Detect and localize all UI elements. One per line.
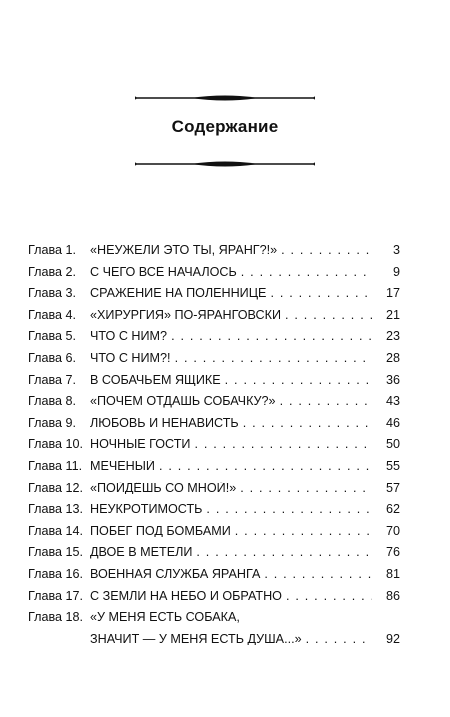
chapter-title: В СОБАЧЬЕМ ЯЩИКЕ <box>90 373 221 387</box>
toc-entry[interactable] <box>28 244 400 266</box>
dot-leader <box>281 244 372 257</box>
chapter-title: НОЧНЫЕ ГОСТИ <box>90 438 191 451</box>
chapter-number: Глава 15. <box>28 545 84 560</box>
chapter-title: «ХИРУРГИЯ» ПО-ЯРАНГОВСКИ <box>90 308 282 322</box>
page-number: 43 <box>385 395 400 408</box>
chapter-number: Глава 4. <box>28 307 77 322</box>
page-number: 86 <box>385 589 400 603</box>
toc-entry[interactable] <box>28 266 400 288</box>
chapter-title: ЗНАЧИТ — У МЕНЯ ЕСТЬ ДУША...» <box>90 632 302 646</box>
chapter-number: Глава 18. <box>28 610 84 625</box>
chapter-title: «НЕУЖЕЛИ ЭТО ТЫ, ЯРАНГ?!» <box>90 244 278 257</box>
chapter-number: Глава 7. <box>28 372 77 387</box>
page-number: 3 <box>392 244 400 257</box>
chapter-number: Глава 17. <box>28 588 84 603</box>
dot-leader <box>159 460 372 473</box>
dot-leader <box>171 330 372 343</box>
chapter-number: Глава 1. <box>28 243 77 257</box>
page-number: 9 <box>392 265 400 279</box>
chapter-number: Глава 10. <box>28 437 84 452</box>
chapter-number: Глава 12. <box>28 480 84 495</box>
page-number: 28 <box>385 351 400 365</box>
chapter-title: «ПОЧЁМ ОТДАШЬ СОБАЧКУ?» <box>90 395 276 408</box>
toc-entry[interactable] <box>28 503 400 525</box>
chapter-title: ЧТО С НИМ?! <box>90 351 171 365</box>
top-ornament-divider <box>135 92 315 104</box>
chapter-title: «У МЕНЯ ЕСТЬ СОБАКА, <box>90 611 240 624</box>
table-of-contents <box>28 244 400 654</box>
toc-entry[interactable] <box>28 287 400 309</box>
chapter-title: ВОЕННАЯ СЛУЖБА ЯРАНГА <box>90 567 261 581</box>
dot-leader <box>286 590 372 603</box>
chapter-number: Глава 8. <box>28 394 77 409</box>
chapter-title: МЕЧЕНЫЙ <box>90 459 155 473</box>
page-number: 36 <box>385 373 400 387</box>
page-number: 17 <box>385 287 400 300</box>
chapter-number: Глава 6. <box>28 350 77 365</box>
dot-leader <box>243 417 372 430</box>
toc-entry[interactable] <box>28 330 400 352</box>
chapter-number: Глава 3. <box>28 286 77 301</box>
page-title: Содержание <box>171 117 279 136</box>
chapter-number: Глава 2. <box>28 264 77 279</box>
dot-leader <box>240 482 372 495</box>
dot-leader <box>206 503 372 516</box>
page-number: 70 <box>385 524 400 538</box>
chapter-title: С ЧЕГО ВСЁ НАЧАЛОСЬ <box>90 265 237 279</box>
page-number: 21 <box>385 308 400 322</box>
toc-entry-continuation[interactable] <box>28 633 400 655</box>
toc-entry[interactable] <box>28 417 400 439</box>
toc-entry[interactable] <box>28 352 400 374</box>
page-number: 76 <box>385 546 400 559</box>
chapter-number: Глава 14. <box>28 523 84 538</box>
dot-leader <box>306 633 372 646</box>
dot-leader <box>285 309 372 322</box>
chapter-number: Глава 5. <box>28 329 77 344</box>
chapter-number: Глава 11. <box>28 458 83 473</box>
dot-leader <box>175 352 372 365</box>
page-number: 55 <box>385 459 400 473</box>
dot-leader <box>196 546 372 559</box>
chapter-title: ЧТО С НИМ? <box>90 330 168 343</box>
dot-leader <box>264 568 372 581</box>
dot-leader <box>241 266 372 279</box>
dot-leader <box>270 287 372 300</box>
toc-entry[interactable] <box>28 438 400 460</box>
chapter-title: ПОБЕГ ПОД БОМБАМИ <box>90 524 231 538</box>
page-number: 81 <box>385 567 400 581</box>
toc-entry[interactable] <box>28 395 400 417</box>
page-number: 62 <box>385 503 400 516</box>
chapter-number: Глава 9. <box>28 415 77 430</box>
chapter-title: ЛЮБОВЬ И НЕНАВИСТЬ <box>90 416 239 430</box>
page-number: 57 <box>385 481 400 495</box>
dot-leader <box>235 525 372 538</box>
toc-entry[interactable] <box>28 611 400 633</box>
toc-entry[interactable] <box>28 568 400 590</box>
page-number: 46 <box>385 416 400 430</box>
page-number: 92 <box>385 632 400 646</box>
chapter-number: Глава 13. <box>28 502 84 517</box>
toc-entry[interactable] <box>28 460 400 482</box>
chapter-title: НЕУКРОТИМОСТЬ <box>90 503 203 516</box>
dot-leader <box>225 374 372 387</box>
bottom-ornament-divider <box>135 158 315 170</box>
toc-entry[interactable] <box>28 525 400 547</box>
toc-entry[interactable] <box>28 590 400 612</box>
toc-entry[interactable] <box>28 482 400 504</box>
toc-entry[interactable] <box>28 374 400 396</box>
toc-entry[interactable] <box>28 546 400 568</box>
dot-leader <box>194 438 372 451</box>
dot-leader <box>280 395 372 408</box>
chapter-title: СРАЖЕНИЕ НА ПОЛЕННИЦЕ <box>90 287 267 300</box>
chapter-title: «ПОЙДЁШЬ СО МНОЙ!» <box>90 481 237 495</box>
chapter-title: С ЗЕМЛИ НА НЕБО И ОБРАТНО <box>90 589 282 603</box>
page-number: 23 <box>385 330 400 343</box>
chapter-number: Глава 16. <box>28 566 84 581</box>
toc-entry[interactable] <box>28 309 400 331</box>
page-number: 50 <box>385 438 400 451</box>
chapter-title: ДВОЕ В МЕТЕЛИ <box>90 546 193 559</box>
